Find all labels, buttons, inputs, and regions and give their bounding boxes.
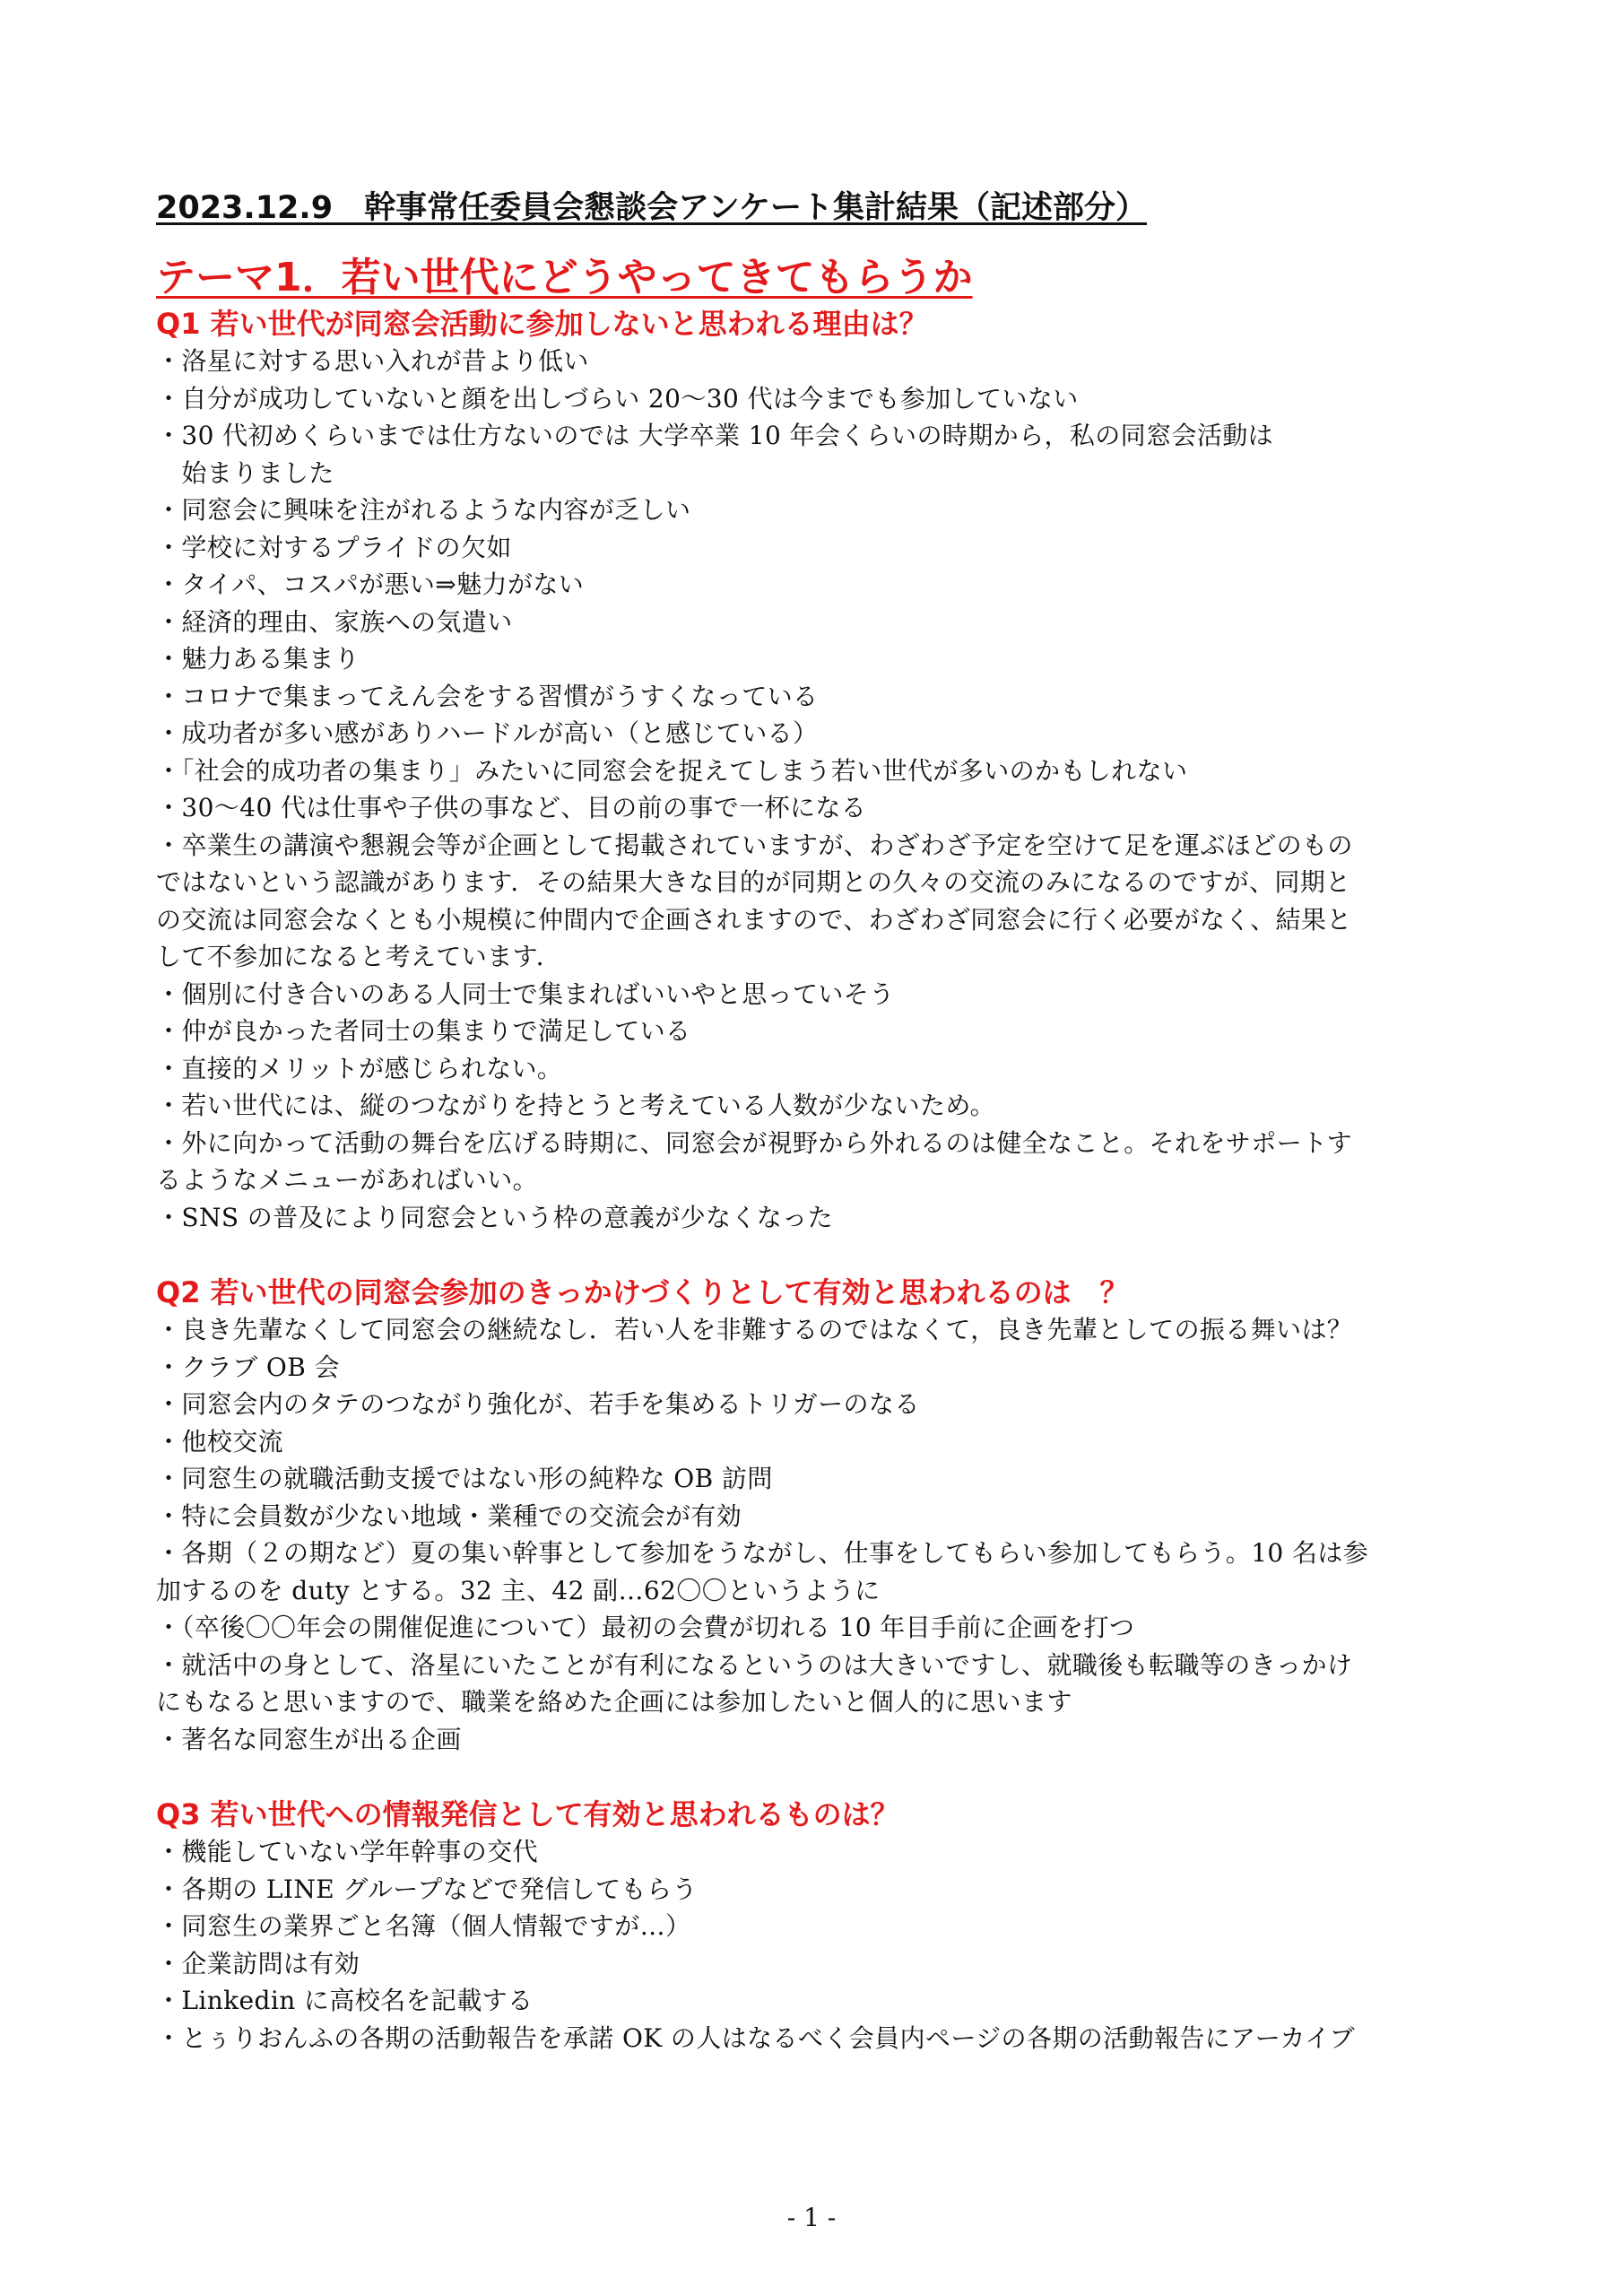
list-item: ・企業訪問は有効 (156, 1948, 360, 1979)
list-item: ・直接的メリットが感じられない。 (156, 1053, 563, 1083)
list-item: ・機能していない学年幹事の交代 (156, 1837, 539, 1866)
list-item: ・洛星に対する思い入れが昔より低い (156, 346, 589, 376)
list-item: ・SNS の普及により同窓会という枠の意義が少なくなった (156, 1202, 833, 1232)
list-item: ・30 代初めくらいまでは仕方ないのでは 大学卒業 10 年会くらいの時期から，私の同窓会活動は (156, 421, 1274, 450)
list-item: ・「社会的成功者の集まり」みたいに同窓会を捉えてしまう若い世代が多いのかもしれない (156, 755, 1188, 786)
list-item: ・タイパ、コスパが悪い⇒魅力がない (156, 570, 585, 599)
page-number: - 1 - (786, 2203, 837, 2232)
q1-section (156, 305, 1519, 1236)
q1-answer-list (156, 343, 1519, 1236)
list-item: ・自分が成功していないと顔を出しづらい 20〜30 代は今までも参加していない (156, 383, 1079, 413)
list-item: ・同窓会内のタテのつながり強化が、若手を集めるトリガーのなる (156, 1389, 920, 1419)
list-item: して不参加になると考えています． (156, 942, 562, 971)
list-item: ・30〜40 代は仕事や子供の事など、目の前の事で一杯になる (156, 793, 867, 822)
q2-answer-list (156, 1311, 1519, 1758)
list-item: 加するのを duty とする。32 主、42 副…62〇〇というように (156, 1575, 881, 1605)
list-item: にもなると思いますので、職業を絡めた企画には参加したいと個人的に思います (156, 1687, 1072, 1717)
list-item: ・とぅりおんふの各期の活動報告を承諾 OK の人はなるべく会員内ページの各期の活動報告にアーカイブ (156, 2022, 1356, 2053)
list-item: ・成功者が多い感がありハードルが高い（と感じている） (156, 718, 819, 748)
list-item: ・外に向かって活動の舞台を広げる時期に、同窓会が視野から外れるのは健全なこと。それをサポートす (156, 1127, 1352, 1158)
list-item: ・魅力ある集まり (156, 644, 360, 674)
list-item: ・就活中の身として、洛星にいたことが有利になるというのは大きいですし、就職後も転職等のきっかけ (156, 1649, 1353, 1680)
list-item: ・著名な同窓生が出る企画 (156, 1724, 462, 1754)
list-item: ・経済的理由、家族への気遣い (156, 606, 513, 637)
q1-heading: Q1 若い世代が同窓会活動に参加しないと思われる理由は？ (156, 307, 928, 341)
document-page (156, 188, 1519, 2057)
q3-section (156, 1796, 1519, 2057)
list-item: 始まりました (156, 457, 334, 488)
list-item: ・（卒後〇〇年会の開催促進について）最初の会費が切れる 10 年目手前に企画を打つ (156, 1613, 1135, 1642)
list-item: ・同窓生の業界ごと名簿（個人情報ですが…） (156, 1911, 691, 1941)
list-item: ・個別に付き合いのある人同士で集まればいいやと思っていそう (156, 978, 895, 1009)
list-item: ・学校に対するプライドの欠如 (156, 532, 512, 562)
list-item: ・若い世代には、縦のつながりを持とうと考えている人数が少ないため。 (156, 1091, 996, 1120)
list-item: の交流は同窓会なくとも小規模に仲間内で企画されますので、わざわざ同窓会に行く必要がなく、結果と (156, 904, 1352, 935)
list-item: ・良き先輩なくして同窓会の継続なし．若い人を非難するのではなくて，良き先輩としての振る舞いは？ (156, 1315, 1353, 1344)
list-item: ・各期（２の期など）夏の集い幹事として参加をうながし、仕事をしてもらい参加してもらう。10 名は参 (156, 1538, 1369, 1568)
list-item: ・他校交流 (156, 1426, 284, 1457)
q2-section (156, 1274, 1519, 1758)
theme-title: テーマ1．若い世代にどうやってきてもらうか (156, 255, 973, 300)
q3-answer-list (156, 1833, 1519, 2057)
q3-heading: Q3 若い世代への情報発信として有効と思われるものは？ (156, 1797, 899, 1831)
q2-heading: Q2 若い世代の同窓会参加のきっかけづくりとして有効と思われるのは ？ (156, 1275, 1129, 1309)
document-title: 2023.12.9 幹事常任委員会懇談会アンケート集計結果（記述部分） (156, 190, 1147, 226)
list-item: ・卒業生の講演や懇親会等が企画として掲載されていますが、わざわざ予定を空けて足を運ぶほどのもの (156, 830, 1353, 860)
list-item: ・クラブ OB 会 (156, 1352, 340, 1382)
list-item: ・特に会員数が少ない地域・業種での交流会が有効 (156, 1500, 742, 1531)
list-item: ・仲が良かった者同士の集まりで満足している (156, 1016, 691, 1046)
list-item: るようなメニューがあればいい。 (156, 1165, 539, 1195)
list-item: ・同窓会に興味を注がれるような内容が乏しい (156, 495, 691, 525)
list-item: ・コロナで集まってえん会をする習慣がうすくなっている (156, 681, 819, 711)
list-item: ではないという認識があります．その結果大きな目的が同期との久々の交流のみになるのですが、同期と (156, 867, 1351, 897)
list-item: ・Linkedin に高校名を記載する (156, 1986, 534, 2015)
list-item: ・同窓生の就職活動支援ではない形の純粋な OB 訪問 (156, 1464, 773, 1493)
list-item: ・各期の LINE グループなどで発信してもらう (156, 1874, 698, 1904)
